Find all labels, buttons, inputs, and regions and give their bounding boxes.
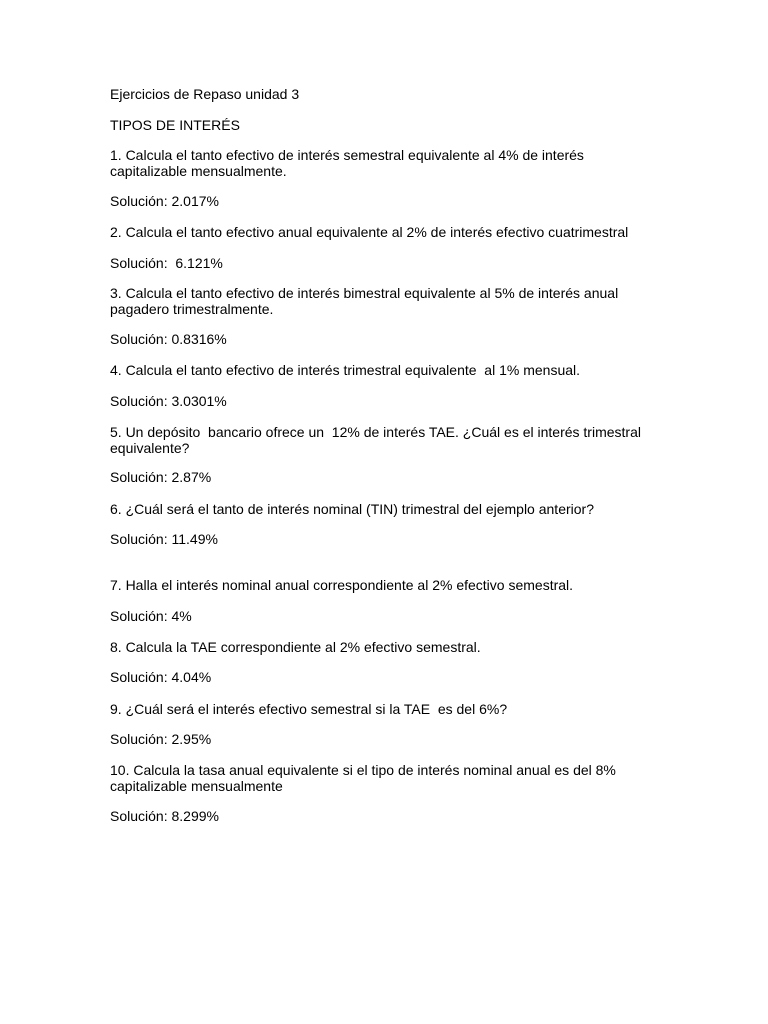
exercise-solution: Solución: 4% <box>110 608 192 624</box>
exercise-question: 1. Calcula el tanto efectivo de interés semestral equivalente al 4% de interés capitalizable mensualmente. <box>110 147 584 179</box>
exercise-question: 9. ¿Cuál será el interés efectivo semestral si la TAE es del 6%? <box>110 701 508 717</box>
exercise-solution: Solución: 3.0301% <box>110 393 227 409</box>
exercise-question: 5. Un depósito bancario ofrece un 12% de interés TAE. ¿Cuál es el interés trimestral equivalente? <box>110 424 641 456</box>
exercise-solution: Solución: 2.87% <box>110 469 212 485</box>
exercise-solution: Solución: 0.8316% <box>110 331 227 347</box>
exercise-question: 4. Calcula el tanto efectivo de interés trimestral equivalente al 1% mensual. <box>110 362 581 378</box>
exercise-question: 8. Calcula la TAE correspondiente al 2% efectivo semestral. <box>110 639 481 655</box>
exercise-question: 7. Halla el interés nominal anual correspondiente al 2% efectivo semestral. <box>110 577 574 593</box>
exercise-question: 3. Calcula el tanto efectivo de interés bimestral equivalente al 5% de interés anual pagadero trimestralmente. <box>110 285 619 317</box>
exercise-solution: Solución: 8.299% <box>110 808 219 824</box>
exercise-solution: Solución: 4.04% <box>110 669 212 685</box>
exercise-solution: Solución: 6.121% <box>110 255 223 271</box>
section-heading: TIPOS DE INTERÉS <box>110 117 240 133</box>
exercise-solution: Solución: 11.49% <box>110 531 218 547</box>
exercise-question: 2. Calcula el tanto efectivo anual equivalente al 2% de interés efectivo cuatrimestral <box>110 224 629 240</box>
document-title: Ejercicios de Repaso unidad 3 <box>110 86 300 102</box>
exercise-question: 6. ¿Cuál será el tanto de interés nominal (TIN) trimestral del ejemplo anterior? <box>110 501 594 517</box>
exercise-solution: Solución: 2.017% <box>110 193 219 209</box>
exercise-question: 10. Calcula la tasa anual equivalente si el tipo de interés nominal anual es del 8% capitalizable mensualmente <box>110 762 616 794</box>
exercise-solution: Solución: 2.95% <box>110 731 212 747</box>
